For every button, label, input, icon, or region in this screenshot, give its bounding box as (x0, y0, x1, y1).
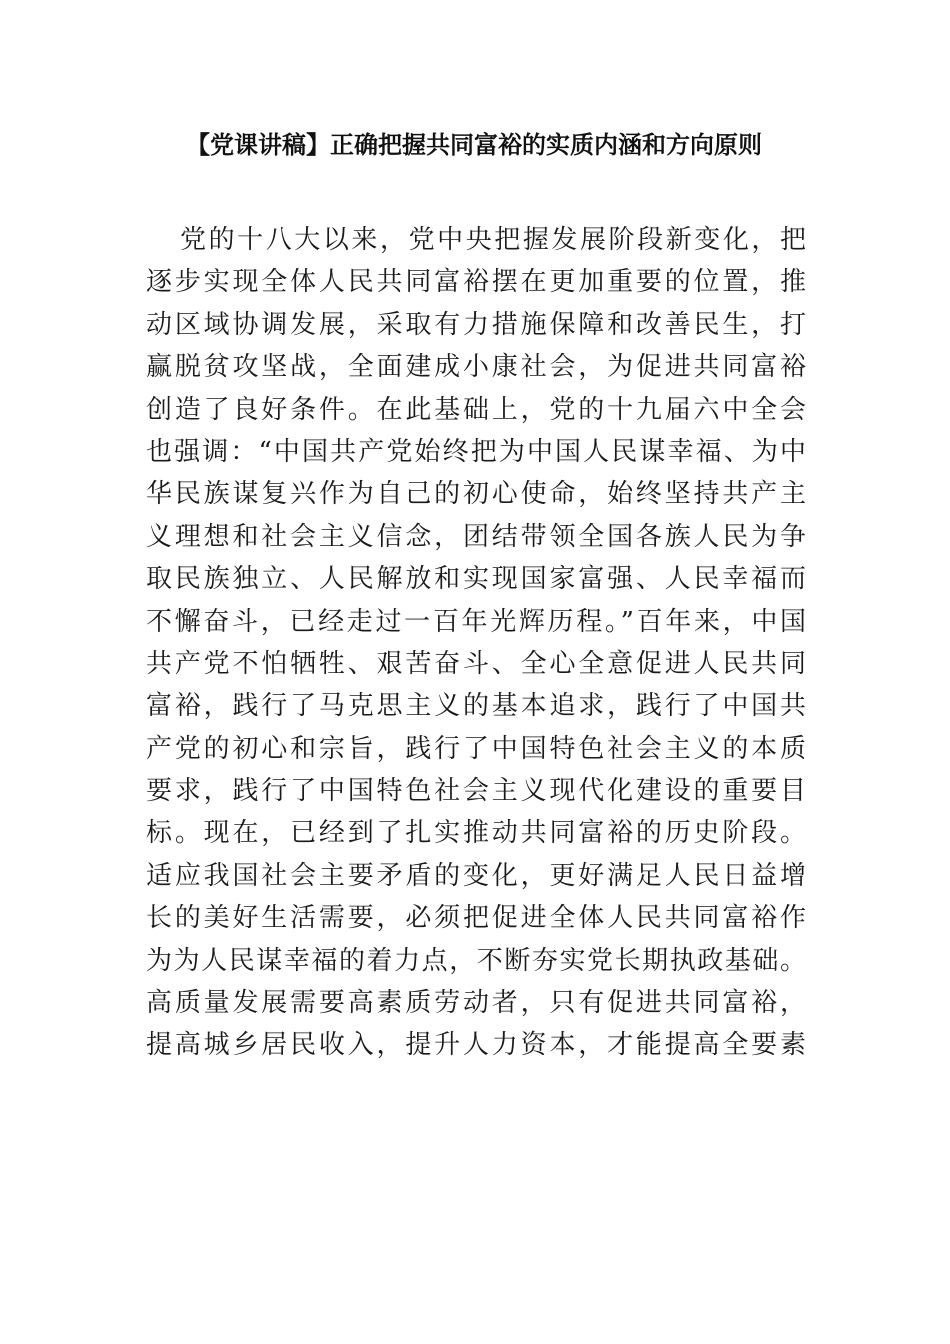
paragraph-line: 要求，践行了中国特色社会主义现代化建设的重要目 (146, 776, 806, 807)
paragraph-line: 逐步实现全体人民共同富裕摆在更加重要的位置，推 (146, 267, 806, 298)
page-title: 【党课讲稿】正确把握共同富裕的实质内涵和方向原则 (186, 131, 762, 159)
body-paragraph (146, 219, 806, 1067)
paragraph-line: 不懈奋斗，已经走过一百年光辉历程。”百年来，中国 (146, 606, 806, 637)
paragraph-line: 赢脱贫攻坚战，全面建成小康社会，为促进共同富裕 (146, 352, 806, 383)
paragraph-line: 长的美好生活需要，必须把促进全体人民共同富裕作 (146, 903, 806, 934)
paragraph-line: 共产党不怕牺牲、艰苦奋斗、全心全意促进人民共同 (146, 648, 806, 679)
paragraph-line: 适应我国社会主要矛盾的变化，更好满足人民日益增 (146, 860, 806, 891)
paragraph-line: 取民族独立、人民解放和实现国家富强、人民幸福而 (146, 564, 806, 595)
paragraph-line: 产党的初心和宗旨，践行了中国特色社会主义的本质 (146, 733, 806, 764)
paragraph-line: 创造了良好条件。在此基础上，党的十九届六中全会 (146, 394, 806, 425)
paragraph-line: 动区域协调发展，采取有力措施保障和改善民生，打 (146, 309, 806, 340)
paragraph-line: 高质量发展需要高素质劳动者，只有促进共同富裕， (146, 988, 806, 1019)
paragraph-line: 提高城乡居民收入，提升人力资本，才能提高全要素 (146, 1030, 806, 1061)
paragraph-line: 富裕，践行了马克思主义的基本追求，践行了中国共 (146, 691, 806, 722)
paragraph-line: 华民族谋复兴作为自己的初心使命，始终坚持共产主 (146, 479, 806, 510)
paragraph-line: 为为人民谋幸福的着力点，不断夯实党长期执政基础。 (146, 945, 806, 976)
paragraph-line: 标。现在，已经到了扎实推动共同富裕的历史阶段。 (146, 818, 806, 849)
paragraph-line: 也强调：“中国共产党始终把为中国人民谋幸福、为中 (146, 436, 806, 467)
paragraph-line: 党的十八大以来，党中央把握发展阶段新变化，把 (180, 225, 806, 255)
paragraph-line: 义理想和社会主义信念，团结带领全国各族人民为争 (146, 521, 806, 552)
